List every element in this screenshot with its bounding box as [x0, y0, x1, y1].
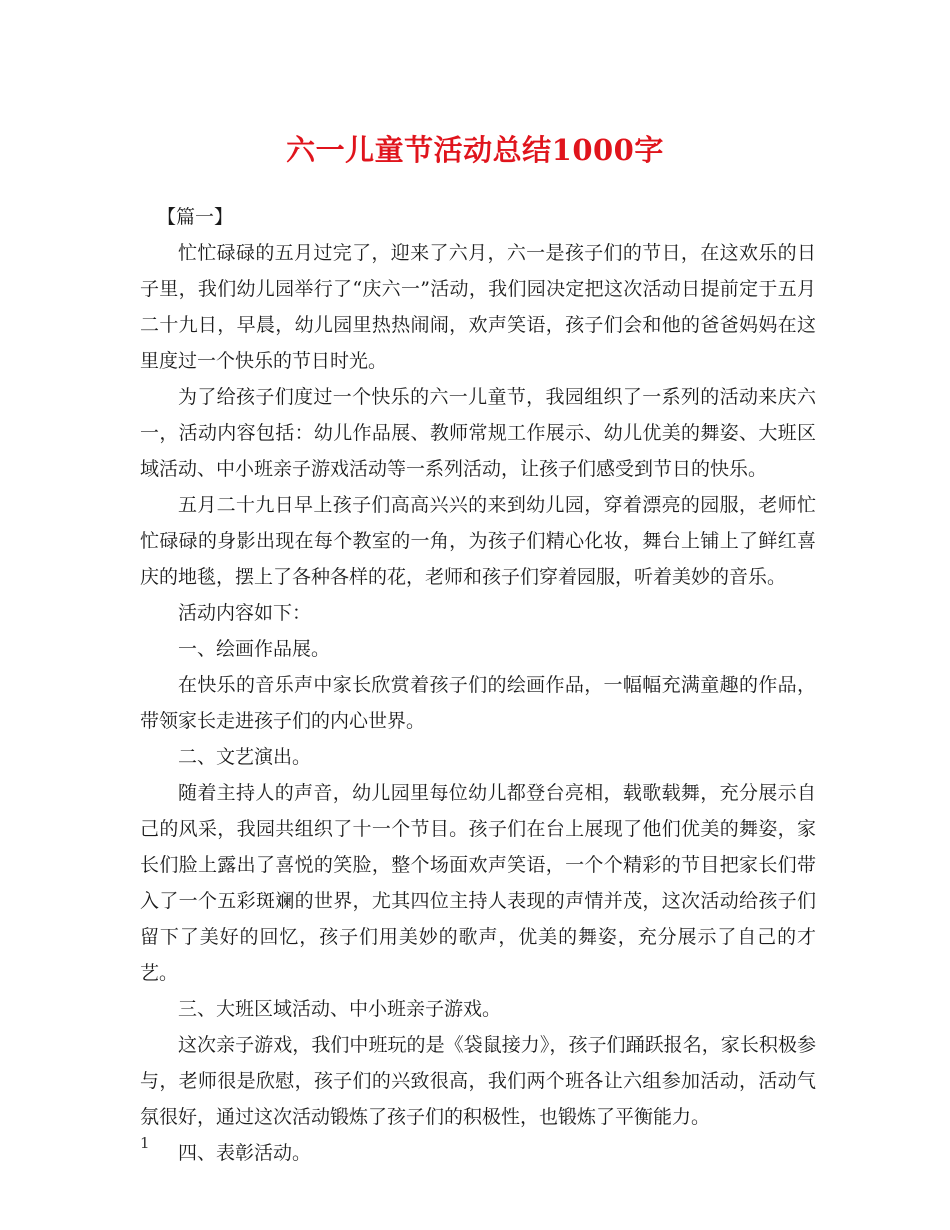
section-label: 【篇一】 — [157, 206, 234, 228]
paragraph: 忙忙碌碌的五月过完了，迎来了六月，六一是孩子们的节日，在这欢乐的日子里，我们幼儿园举行了“庆六一”活动，我们园决定把这次活动日提前定于五月二十九日，早晨，幼儿园里热热闹闹，欢声笑语，孩子们会和他的爸爸妈妈在这里度过一个快乐的节日时光。 — [140, 242, 816, 372]
document-title: 六一儿童节活动总结1000字 — [286, 133, 664, 167]
document-body — [140, 199, 816, 1171]
section-heading: 四、表彰活动。 — [178, 1142, 312, 1164]
page-number: 1 — [140, 1134, 150, 1152]
paragraph: 随着主持人的声音，幼儿园里每位幼儿都登台亮相，载歌载舞，充分展示自己的风采，我园共组织了十一个节目。孩子们在台上展现了他们优美的舞姿，家长们脸上露出了喜悦的笑脸，整个场面欢声笑语，一个个精彩的节目把家长们带入了一个五彩斑斓的世界，尤其四位主持人表现的声情并茂，这次活动给孩子们留下了美好的回忆，孩子们用美妙的歌声，优美的舞姿，充分展示了自己的才艺。 — [140, 782, 816, 984]
paragraph: 这次亲子游戏，我们中班玩的是《袋鼠接力》，孩子们踊跃报名，家长积极参与，老师很是欣慰，孩子们的兴致很高，我们两个班各让六组参加活动，活动气氛很好，通过这次活动锻炼了孩子们的积极性，也锻炼了平衡能力。 — [140, 1034, 816, 1128]
paragraph: 活动内容如下： — [178, 602, 312, 624]
section-heading: 一、绘画作品展。 — [178, 638, 331, 660]
paragraph: 在快乐的音乐声中家长欣赏着孩子们的绘画作品，一幅幅充满童趣的作品，带领家长走进孩子们的内心世界。 — [140, 674, 816, 732]
section-heading: 二、文艺演出。 — [178, 746, 312, 768]
paragraph: 五月二十九日早上孩子们高高兴兴的来到幼儿园，穿着漂亮的园服，老师忙忙碌碌的身影出现在每个教室的一角，为孩子们精心化妆，舞台上铺上了鲜红喜庆的地毯，摆上了各种各样的花，老师和孩子们穿着园服，听着美妙的音乐。 — [140, 494, 816, 588]
paragraph: 为了给孩子们度过一个快乐的六一儿童节，我园组织了一系列的活动来庆六一，活动内容包括：幼儿作品展、教师常规工作展示、幼儿优美的舞姿、大班区域活动、中小班亲子游戏活动等一系列活动，让孩子们感受到节日的快乐。 — [140, 386, 816, 480]
section-heading: 三、大班区域活动、中小班亲子游戏。 — [178, 998, 502, 1020]
